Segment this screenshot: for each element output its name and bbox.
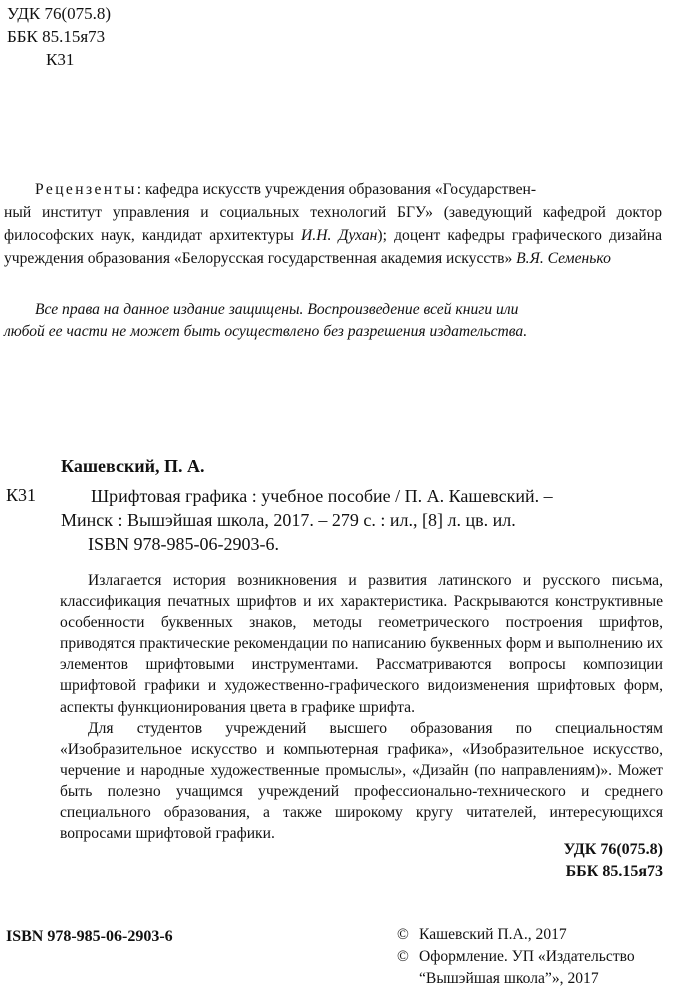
bbk-code: ББК 85.15я73 — [7, 27, 106, 46]
reviewer-name-2: В.Я. Семенько — [516, 250, 611, 267]
card-code: К31 — [6, 485, 37, 505]
classification-block — [7, 2, 111, 71]
bib-line-2: Минск : Вышэйшая школа, 2017. – 279 с. : ил., [8] л. цв. ил. — [61, 510, 516, 530]
rights-notice — [4, 299, 662, 343]
footer-bbk: ББК 85.15я73 — [565, 863, 663, 880]
reviewers-text-part1: ный институт управления и социальных технологий БГУ» (заведующий кафедрой доктор философских наук, кандидат архитектуры — [4, 204, 662, 244]
reviewer-name-1: И.Н. Духан — [301, 227, 378, 244]
copyright-symbol: © — [397, 948, 409, 965]
author-heading: Кашевский, П. А. — [61, 456, 205, 476]
annotation — [60, 570, 663, 844]
annotation-paragraph-1: Излагается история возникновения и развития латинского и русского письма, классификация печатных шрифтов и их характеристика. Раскрываются конструктивные особенности буквенных знаков, методы геометрического построения шрифтов, приводятся практические рекомендации по написанию буквенных форм и выполнению их элементов шрифтовыми инструментами. Рассматриваются вопросы композиции шрифтовой графики и художественно-графического видоизменения шрифтовых форм, аспекты функционирования цвета в графике шрифта. — [60, 572, 663, 716]
bib-line-1: Шрифтовая графика : учебное пособие / П. А. Кашевский. – — [91, 486, 553, 506]
reviewers-text-rest — [4, 201, 662, 270]
udk-code: УДК 76(075.8) — [7, 4, 112, 23]
reviewers-text-first: : кафедра искусств учреждения образования «Государствен- — [136, 181, 537, 198]
copyright-symbol: © — [397, 926, 409, 943]
footer-isbn: ISBN 978-985-06-2903-6 — [6, 928, 173, 945]
bib-isbn: ISBN 978-985-06-2903-6. — [88, 534, 279, 554]
copyright-line-1 — [397, 924, 667, 946]
copyright-line-2 — [397, 946, 667, 968]
footer-udk: УДК 76(075.8) — [563, 841, 663, 858]
bibliographic-description — [61, 484, 661, 556]
annotation-paragraph-2: Для студентов учреждений высшего образования по специальностям «Изобразительное искусство и компьютерная графика», «Изобразительное искусство, черчение и народные художественные промыслы», «Дизайн (по направлениям)». Может быть полезно учащимся учреждений профессионально-технического и среднего специального образования, а также широкому кругу читателей, интересующихся вопросами шрифтовой графики. — [60, 719, 663, 843]
copyright-block — [397, 924, 667, 990]
footer-classification — [564, 839, 663, 883]
reviewers-paragraph — [4, 178, 663, 270]
copyright-publisher: “Вышэйшая школа”», 2017 — [419, 970, 599, 987]
reviewers-text-part2: ); доцент кафедры графического дизайна учреждения образования «Белорусская государственная академия искусств» — [4, 227, 663, 267]
copyright-design: Оформление. УП «Издательство — [419, 948, 635, 965]
reviewers-label: Рецензенты — [35, 181, 137, 198]
rights-first-line: Все права на данное издание защищены. Воспроизведение всей книги или — [35, 301, 519, 318]
author-sign: К31 — [46, 50, 75, 69]
rights-rest: любой ее части не может быть осуществлено без разрешения издательства. — [4, 323, 528, 340]
copyright-author: Кашевский П.А., 2017 — [419, 926, 567, 943]
